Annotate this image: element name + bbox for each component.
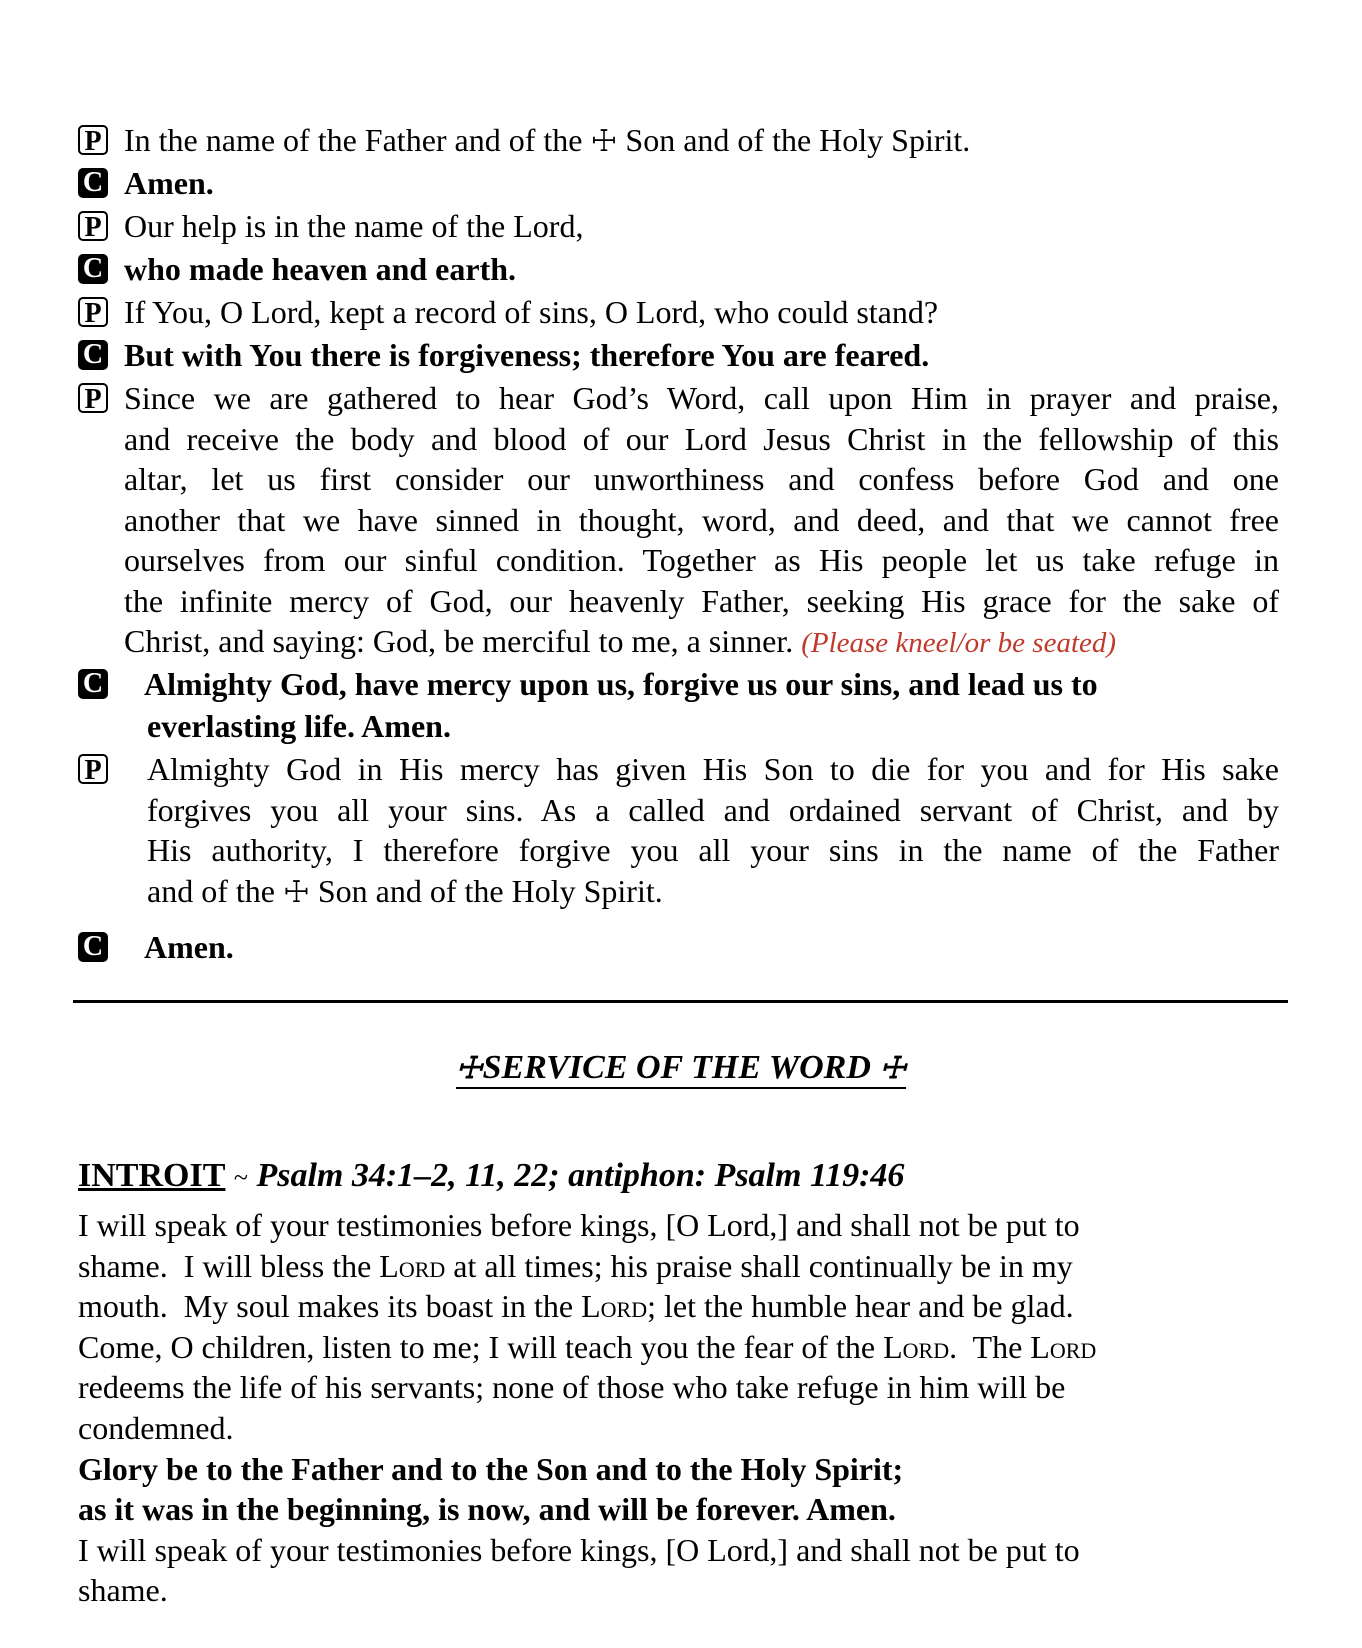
- pastor-marker: P: [78, 754, 108, 784]
- final-amen: Amen.: [144, 929, 234, 965]
- exhortation-line: another that we have sinned in thought, word, and deed, and that we cannot free: [124, 501, 1279, 538]
- introit-text-segment: mouth. My soul makes its boast in the: [78, 1288, 582, 1325]
- introit-text-segment: ; let the humble hear and be glad.: [647, 1288, 1074, 1325]
- divine-name-smallcaps: Lord: [379, 1247, 446, 1284]
- dialogue-line-2: Amen.: [124, 165, 214, 201]
- absolution-paragraph: [147, 749, 1279, 913]
- section-title: [0, 1046, 1362, 1091]
- dialogue-line-5: If You, O Lord, kept a record of sins, O Lord, who could stand?: [124, 294, 939, 330]
- introit-text-line: [78, 1408, 234, 1449]
- introit-text-line: [78, 1327, 1096, 1368]
- cross-icon: ☩: [455, 1052, 483, 1085]
- pastor-marker: P: [78, 125, 108, 155]
- absolution-line: forgives you all your sins. As a called and ordained servant of Christ, and by: [147, 791, 1279, 828]
- introit-text-line: [78, 1205, 1080, 1246]
- introit-text-segment: at all times; his praise shall continually be in my: [445, 1247, 1073, 1284]
- cross-icon: ☩: [590, 125, 618, 158]
- exhortation-line: and receive the body and blood of our Lord Jesus Christ in the fellowship of this: [124, 420, 1279, 457]
- gloria-patri-line: as it was in the beginning, is now, and will be forever. Amen.: [78, 1491, 896, 1528]
- section-title-text: SERVICE OF THE WORD: [482, 1049, 871, 1086]
- introit-reference: Psalm 34:1–2, 11, 22; antiphon: Psalm 119:46: [256, 1157, 905, 1194]
- divine-name-smallcaps: Lord: [581, 1288, 648, 1325]
- introit-separator: ~: [233, 1163, 248, 1192]
- pastor-marker: P: [78, 383, 108, 413]
- dialogue-line-1: [124, 120, 970, 162]
- congregation-marker: C: [78, 254, 108, 284]
- introit-text-line: [78, 1367, 1065, 1408]
- antiphon-line: I will speak of your testimonies before kings, [O Lord,] and shall not be put to: [78, 1531, 1080, 1568]
- dialogue-line-4: who made heaven and earth.: [124, 251, 517, 287]
- introit-text-segment: condemned.: [78, 1410, 234, 1446]
- absolution-line: [147, 871, 1279, 914]
- exhortation-line-text: Christ, and saying: God, be merciful to me, a sinner.: [124, 623, 794, 659]
- pastor-marker: P: [78, 297, 108, 327]
- congregation-marker: C: [78, 932, 108, 962]
- confession-line-2: everlasting life. Amen.: [147, 708, 451, 744]
- congregation-marker: C: [78, 669, 108, 699]
- introit-text-segment: redeems the life of his servants; none of those who take refuge in him will be: [78, 1369, 1066, 1406]
- congregation-marker: C: [78, 168, 108, 198]
- cross-icon: ☩: [282, 875, 310, 909]
- dialogue-text: In the name of the Father and of the: [124, 122, 583, 158]
- exhortation-line: the infinite mercy of God, our heavenly Father, seeking His grace for the sake of: [124, 582, 1279, 619]
- exhortation-paragraph: [124, 378, 1279, 664]
- cross-icon: ☩: [879, 1052, 907, 1085]
- divine-name-smallcaps: Lord: [1030, 1328, 1097, 1365]
- introit-text-segment: shame. I will bless the: [78, 1247, 380, 1284]
- exhortation-line: Since we are gathered to hear God’s Word, call upon Him in prayer and praise,: [124, 380, 1279, 416]
- antiphon-line: shame.: [78, 1572, 168, 1609]
- absolution-line: Almighty God in His mercy has given His Son to die for you and for His sake: [147, 751, 1279, 787]
- absolution-line: His authority, I therefore forgive you all your sins in the name of the Father: [147, 832, 1279, 868]
- absolution-text: and of the: [147, 872, 275, 909]
- introit-text-line: [78, 1286, 1074, 1327]
- exhortation-line: altar, let us first consider our unworthiness and confess before God and one: [124, 461, 1279, 497]
- exhortation-line: [124, 621, 1279, 664]
- introit-label: INTROIT: [78, 1157, 226, 1194]
- dialogue-text: Son and of the Holy Spirit.: [625, 122, 971, 158]
- introit-text-line: [78, 1246, 1073, 1287]
- pastor-marker: P: [78, 211, 108, 241]
- introit-text-segment: I will speak of your testimonies before kings, [O Lord,] and shall not be put to: [78, 1207, 1080, 1243]
- introit-heading: [78, 1154, 904, 1200]
- congregation-marker: C: [78, 340, 108, 370]
- confession-line-1: Almighty God, have mercy upon us, forgive us our sins, and lead us to: [144, 666, 1098, 702]
- introit-text-segment: Come, O children, listen to me; I will teach you the fear of the: [78, 1328, 884, 1365]
- gloria-patri-line: Glory be to the Father and to the Son and to the Holy Spirit;: [78, 1450, 904, 1487]
- exhortation-line: ourselves from our sinful condition. Together as His people let us take refuge in: [124, 542, 1279, 578]
- divine-name-smallcaps: Lord: [883, 1328, 950, 1365]
- introit-text-segment: . The: [949, 1328, 1031, 1365]
- rubric-instruction: (Please kneel/or be seated): [801, 627, 1117, 659]
- section-title-underline: [456, 1049, 907, 1089]
- dialogue-line-6: But with You there is forgiveness; therefore You are feared.: [124, 337, 930, 373]
- dialogue-line-3: Our help is in the name of the Lord,: [124, 208, 584, 244]
- section-divider: [73, 1000, 1288, 1003]
- absolution-text: Son and of the Holy Spirit.: [317, 872, 663, 909]
